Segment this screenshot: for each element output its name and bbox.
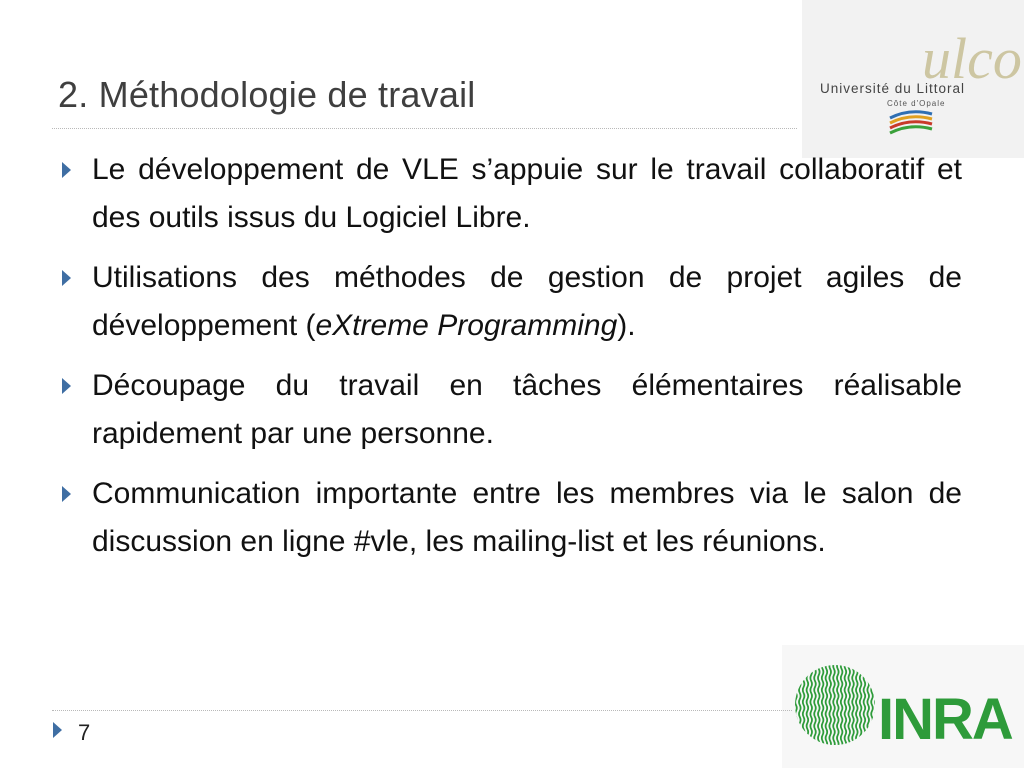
footer-arrow-icon <box>53 722 62 738</box>
ulco-tagline: Côte d'Opale <box>887 99 946 108</box>
bullet-item-3 <box>58 362 962 458</box>
ulco-mark: ulco <box>922 26 1022 91</box>
inra-wordmark: INRA <box>878 687 1012 752</box>
footer-divider <box>52 710 792 711</box>
bullet-item-4 <box>58 470 962 566</box>
triangle-bullet-icon <box>62 162 71 178</box>
bullet-item-2 <box>58 254 962 350</box>
slide-title: 2. Méthodologie de travail <box>58 74 476 115</box>
bullet-text-after: ). <box>617 309 636 342</box>
bullet-item-1 <box>58 146 962 242</box>
page-number: 7 <box>78 720 91 745</box>
title-divider <box>52 128 797 129</box>
wheat-circle-icon <box>795 663 876 753</box>
bullet-text-before: Utilisations des méthodes de gestion de projet agiles de développement ( <box>92 261 962 342</box>
bullet-list <box>58 146 962 578</box>
ulco-name: Université du Littoral <box>820 81 966 96</box>
bullet-text: Communication importante entre les membres via le salon de discussion en ligne #vle, les mailing-list et les réunions. <box>92 477 962 558</box>
inra-logo-graphic <box>782 645 1024 768</box>
bullet-text: Découpage du travail en tâches élémentaires réalisable rapidement par une personne. <box>92 369 962 450</box>
triangle-bullet-icon <box>62 270 71 286</box>
triangle-bullet-icon <box>62 486 71 502</box>
bullet-text-italic: eXtreme Programming <box>315 309 618 342</box>
inra-logo <box>782 645 1024 768</box>
triangle-bullet-icon <box>62 378 71 394</box>
bullet-text: Le développement de VLE s’appuie sur le travail collaboratif et des outils issus du Logiciel Libre. <box>92 153 962 234</box>
ulco-logo-graphic <box>802 0 1024 158</box>
ulco-logo <box>802 0 1024 158</box>
